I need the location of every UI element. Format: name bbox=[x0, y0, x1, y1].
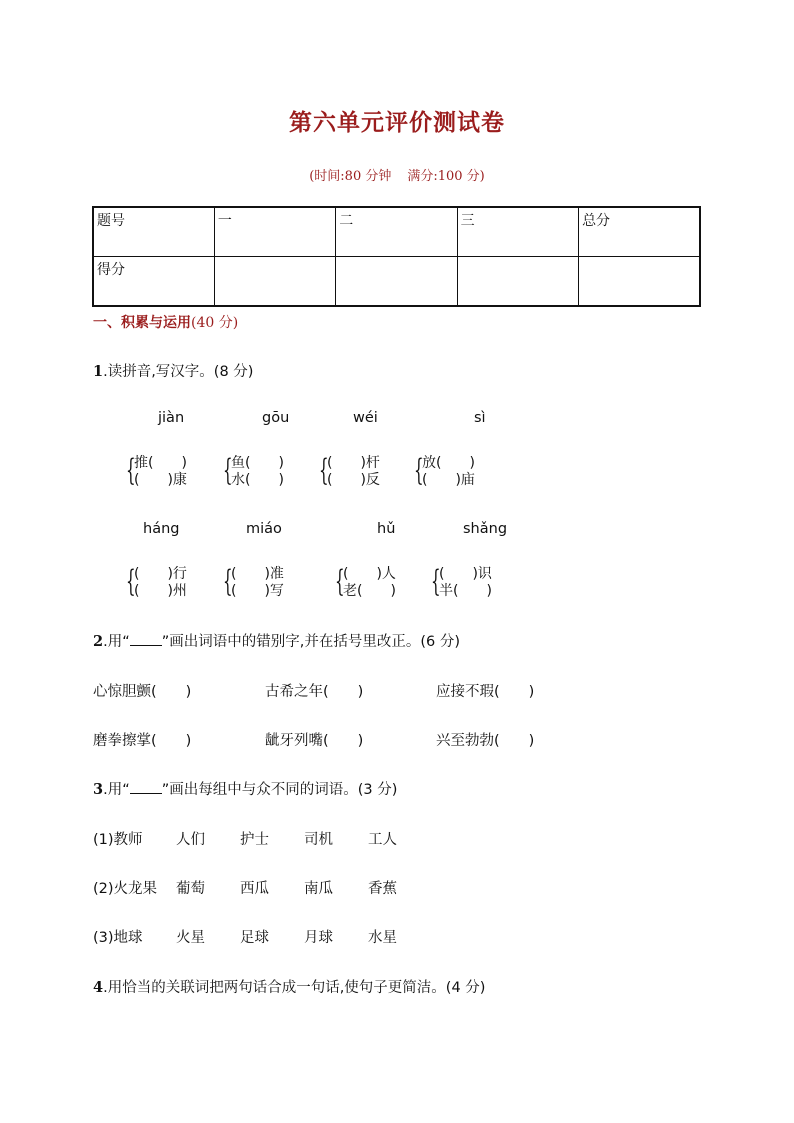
word-option[interactable]: 月球 bbox=[304, 930, 333, 946]
correction-item[interactable]: 心惊胆颤( ) bbox=[93, 684, 192, 700]
word-option[interactable]: (3)地球 bbox=[93, 930, 143, 946]
question-number: 1 bbox=[93, 363, 104, 380]
score-table-score-row bbox=[93, 257, 700, 307]
brace-icon: { bbox=[126, 453, 136, 488]
pinyin: miáo bbox=[246, 521, 282, 537]
fill-blank-line[interactable]: 半( ) bbox=[439, 583, 492, 599]
question-number: 2 bbox=[93, 633, 104, 650]
fill-blank-line[interactable]: ( )写 bbox=[231, 583, 284, 599]
pinyin: shǎng bbox=[463, 521, 508, 537]
correction-item[interactable]: 兴至勃勃( ) bbox=[436, 733, 535, 749]
brace-icon: { bbox=[126, 564, 136, 599]
word-option[interactable]: 香蕉 bbox=[368, 881, 397, 897]
score-table bbox=[92, 206, 701, 307]
word-option[interactable]: 水星 bbox=[368, 930, 397, 946]
word-option[interactable]: 葡萄 bbox=[176, 881, 205, 897]
question-text: ”画出每组中与众不同的词语。(3 分) bbox=[161, 782, 398, 798]
section-points: (40 分) bbox=[191, 315, 239, 331]
brace-icon: { bbox=[414, 453, 424, 488]
score-table-header-row bbox=[93, 207, 700, 257]
fill-blank-line[interactable]: 老( ) bbox=[343, 583, 396, 599]
correction-item[interactable]: 龇牙列嘴( ) bbox=[265, 733, 364, 749]
character-group bbox=[126, 566, 206, 600]
word-option[interactable]: 火星 bbox=[176, 930, 205, 946]
character-group bbox=[335, 566, 415, 600]
pinyin: jiàn bbox=[158, 410, 185, 426]
page-title: 第六单元评价测试卷 bbox=[289, 109, 505, 136]
section-heading bbox=[93, 312, 238, 332]
score-cell[interactable] bbox=[336, 257, 457, 307]
word-option[interactable]: 南瓜 bbox=[304, 881, 333, 897]
fill-blank-line[interactable]: 鱼( ) bbox=[231, 455, 284, 471]
fill-blank-line[interactable]: ( )识 bbox=[439, 566, 492, 582]
score-cell[interactable] bbox=[214, 257, 335, 307]
brace-icon: { bbox=[335, 564, 345, 599]
question-text: .用“ bbox=[103, 634, 130, 650]
header-cell: 题号 bbox=[93, 207, 214, 257]
full-score: 满分:100 分) bbox=[407, 169, 485, 184]
fill-blank-line[interactable]: 放( ) bbox=[422, 455, 475, 471]
word-option[interactable]: 足球 bbox=[240, 930, 269, 946]
pinyin: sì bbox=[474, 410, 486, 426]
correction-item[interactable]: 应接不瑕( ) bbox=[436, 684, 535, 700]
fill-blank-line[interactable]: ( )州 bbox=[134, 583, 187, 599]
word-option[interactable]: 工人 bbox=[368, 832, 397, 848]
underline-sample bbox=[130, 645, 162, 646]
character-group bbox=[223, 566, 303, 600]
fill-blank-line[interactable]: ( )庙 bbox=[422, 472, 475, 488]
correction-item[interactable]: 古希之年( ) bbox=[265, 684, 364, 700]
brace-icon: { bbox=[223, 564, 233, 599]
pinyin: gōu bbox=[262, 410, 290, 426]
brace-icon: { bbox=[319, 453, 329, 488]
score-cell[interactable] bbox=[457, 257, 578, 307]
word-option[interactable]: 西瓜 bbox=[240, 881, 269, 897]
fill-blank-line[interactable]: ( )杆 bbox=[327, 455, 380, 471]
fill-blank-line[interactable]: ( )康 bbox=[134, 472, 187, 488]
question-1 bbox=[93, 360, 253, 381]
character-group bbox=[431, 566, 511, 600]
underline-sample bbox=[130, 793, 162, 794]
character-group bbox=[223, 455, 303, 489]
character-group bbox=[414, 455, 494, 489]
header-cell: 二 bbox=[336, 207, 457, 257]
brace-icon: { bbox=[223, 453, 233, 488]
question-number: 4 bbox=[93, 979, 104, 996]
pinyin: hǔ bbox=[377, 521, 396, 537]
score-cell[interactable] bbox=[579, 257, 700, 307]
fill-blank-line[interactable]: ( )人 bbox=[343, 566, 396, 582]
character-group bbox=[126, 455, 206, 489]
fill-blank-line[interactable]: ( )准 bbox=[231, 566, 284, 582]
question-text: .用“ bbox=[103, 782, 130, 798]
word-option[interactable]: (2)火龙果 bbox=[93, 881, 158, 897]
header-cell: 总分 bbox=[579, 207, 700, 257]
fill-blank-line[interactable]: ( )反 bbox=[327, 472, 380, 488]
header-cell: 一 bbox=[214, 207, 335, 257]
character-group bbox=[319, 455, 399, 489]
correction-item[interactable]: 磨拳擦掌( ) bbox=[93, 733, 192, 749]
word-option[interactable]: 司机 bbox=[304, 832, 333, 848]
question-2 bbox=[93, 630, 460, 651]
pinyin: háng bbox=[143, 521, 180, 537]
brace-icon: { bbox=[431, 564, 441, 599]
fill-blank-line[interactable]: 水( ) bbox=[231, 472, 284, 488]
question-4 bbox=[93, 976, 485, 997]
word-option[interactable]: (1)教师 bbox=[93, 832, 143, 848]
fill-blank-line[interactable]: 推( ) bbox=[134, 455, 187, 471]
question-text: .用恰当的关联词把两句话合成一句话,使句子更简洁。(4 分) bbox=[103, 980, 486, 996]
question-3 bbox=[93, 778, 397, 799]
word-option[interactable]: 人们 bbox=[176, 832, 205, 848]
fill-blank-line[interactable]: ( )行 bbox=[134, 566, 187, 582]
question-text: .读拼音,写汉字。(8 分) bbox=[103, 364, 254, 380]
exam-info bbox=[0, 165, 794, 184]
score-label-cell: 得分 bbox=[93, 257, 214, 307]
question-text: ”画出词语中的错别字,并在括号里改正。(6 分) bbox=[161, 634, 460, 650]
time-limit: (时间:80 分钟 bbox=[309, 169, 392, 184]
section-title: 一、积累与运用 bbox=[93, 315, 191, 331]
question-number: 3 bbox=[93, 781, 104, 798]
pinyin: wéi bbox=[353, 410, 378, 426]
header-cell: 三 bbox=[457, 207, 578, 257]
word-option[interactable]: 护士 bbox=[240, 832, 269, 848]
